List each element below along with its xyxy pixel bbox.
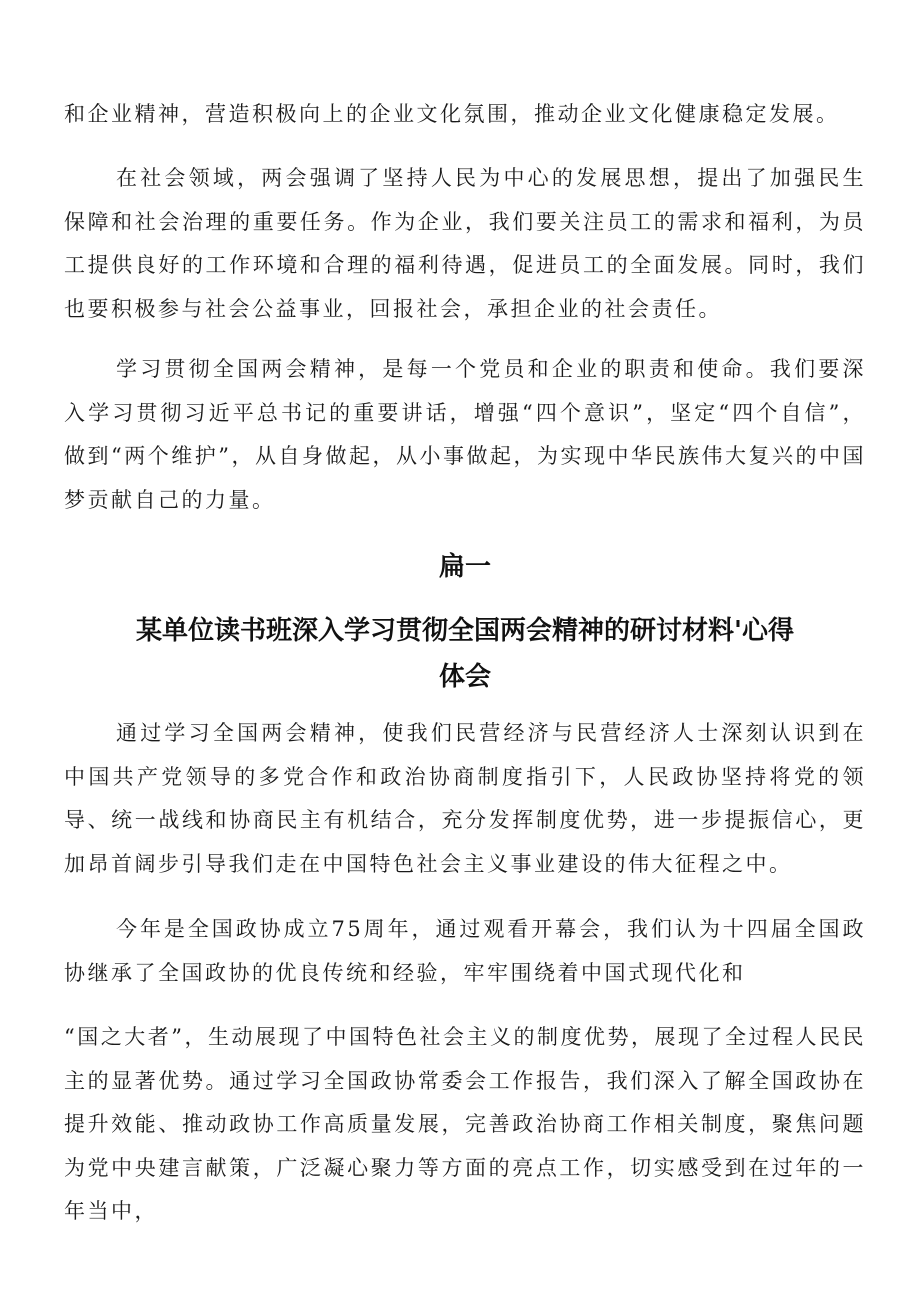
section-title: 某单位读书班深入学习贯彻全国两会精神的研讨材料'心得体会 xyxy=(136,616,794,692)
paragraph-national-priorities: “国之大者”，生动展现了中国特色社会主义的制度优势，展现了全过程人民民主的显著优势。通过学习全国政协常委会工作报告，我们深入了解全国政协在提升效能、推动政协工作高质量发展，完善政治协商工作相关制度，聚焦问题为党中央建言献策，广泛凝心聚力等方面的亮点工作，切实感受到在过年的一年当中， xyxy=(64,1025,866,1223)
paragraph-continuation: 和企业精神，营造积极向上的企业文化氛围，推动企业文化健康稳定发展。 xyxy=(64,102,840,126)
section-label: 扁一 xyxy=(438,552,491,582)
paragraph-social-field: 在社会领域，两会强调了坚持人民为中心的发展思想，提出了加强民生保障和社会治理的重要任务。作为企业，我们要关注员工的需求和福利，为员工提供良好的工作环境和合理的福利待遇，促进员工的全面发展。同时，我们也要积极参与社会公益事业，回报社会，承担企业的社会责任。 xyxy=(64,166,866,321)
paragraph-study-duty: 学习贯彻全国两会精神，是每一个党员和企业的职责和使命。我们要深入学习贯彻习近平总书记的重要讲话，增强“四个意识”，坚定“四个自信”，做到“两个维护”，从自身做起，从小事做起，为实现中华民族伟大复兴的中国梦贡献自己的力量。 xyxy=(64,357,866,512)
paragraph-cppcc-anniversary: 今年是全国政协成立75周年，通过观看开幕会，我们认为十四届全国政协继承了全国政协的优良传统和经验，牢牢围绕着中国式现代化和 xyxy=(64,917,866,985)
paragraph-private-economy: 通过学习全国两会精神，使我们民营经济与民营经济人士深刻认识到在中国共产党领导的多党合作和政治协商制度指引下，人民政协坚持将党的领导、统一战线和协商民主有机结合，充分发挥制度优势，进一步提振信心，更加昂首阔步引导我们走在中国特色社会主义事业建设的伟大征程之中。 xyxy=(64,721,866,876)
